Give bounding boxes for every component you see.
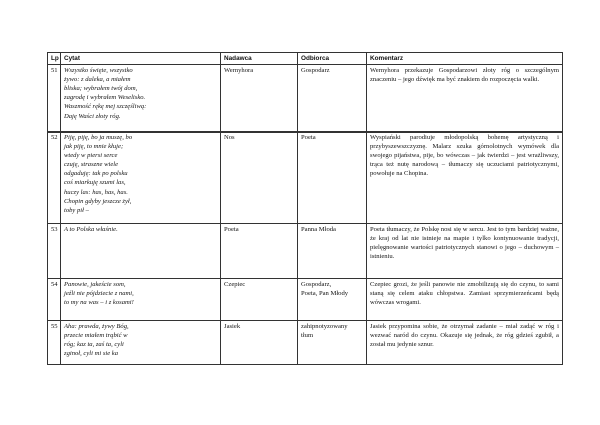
- cell-komentarz: Wernyhora przekazuje Gospodarzowi złoty róg o szczególnym znaczeniu – jego dźwięk ma być znakiem do rozpoczęcia walki.: [367, 65, 563, 133]
- header-komentarz: Komentarz: [367, 53, 563, 65]
- table-row: [48, 224, 563, 279]
- table-row: [48, 321, 563, 365]
- header-odbiorca: Odbiorca: [298, 53, 367, 65]
- cell-odbiorca: zahipnotyzowany tłum: [298, 321, 367, 365]
- cell-lp: 51: [48, 65, 61, 133]
- cell-nadawca: Czepiec: [221, 279, 298, 321]
- cell-nadawca: Nos: [221, 132, 298, 224]
- cell-nadawca: Wernyhora: [221, 65, 298, 133]
- cell-odbiorca: Gospodarz, Poeta, Pan Młody: [298, 279, 367, 321]
- header-lp: Lp: [48, 53, 61, 65]
- cell-odbiorca: Gospodarz: [298, 65, 367, 133]
- cell-nadawca: Jasiek: [221, 321, 298, 365]
- cell-lp: 53: [48, 224, 61, 279]
- cell-cytat: Piję, piję, bo ja muszę, bo jak piję, to mnie kłuje; wtedy w piersi serce czuję, straszne wiele odgaduję: tak po polsku coś miarkuję szumi las, huczy las: has, has, has. Chopin gdyby jeszcze żył, toby pił –: [61, 132, 221, 224]
- cell-komentarz: Poeta tłumaczy, że Polskę nosi się w sercu. Jest to tym bardziej ważne, że kraj od lat nie istnieje na mapie i tylko kontynuowanie tradycji, pielęgnowanie wartości patriotycznych stanowi o jego – duchowym – istnieniu.: [367, 224, 563, 279]
- cell-komentarz: Wyspiański parodiuje młodopolską bohemę artystyczną i przybyszewszczyznę. Malarz szuka górnolotnych wymówek dla swojego pijaństwa, pije, bo wówczas – jak twierdzi – jest wrażliwszy, trąca też nutę narodową – tłumaczy się uczuciami patriotycznymi, powołuje na Chopina.: [367, 132, 563, 224]
- cell-lp: 54: [48, 279, 61, 321]
- table-row: [48, 65, 563, 133]
- cell-lp: 55: [48, 321, 61, 365]
- table-row: [48, 279, 563, 321]
- quote-table-bottom: [47, 131, 563, 365]
- cell-lp: 52: [48, 132, 61, 224]
- cell-cytat: Panowie, jakeście som, jeźli nie pójdziecie z nami, to my na was – i z kosami!: [61, 279, 221, 321]
- cell-odbiorca: Poeta: [298, 132, 367, 224]
- cell-nadawca: Poeta: [221, 224, 298, 279]
- quote-table-top: [47, 52, 563, 133]
- cell-cytat: Wszystko święte, wszystko żywo: z daleka, a miałem bliska; wybrałem twój dom, zagrodę i wybrałem Weselisko. Waszmość rękę mej szczęśliwą: Daję Waści złoty róg.: [61, 65, 221, 133]
- cell-odbiorca: Panna Młoda: [298, 224, 367, 279]
- header-row: [48, 53, 563, 65]
- table-row: [48, 132, 563, 224]
- cell-cytat: Aha: prawda, żywy Bóg, przecie miałem trąbić w róg; kaz ta, zaś ta, cyli zginoł, cyli mi sie ka: [61, 321, 221, 365]
- header-nadawca: Nadawca: [221, 53, 298, 65]
- header-cytat: Cytat: [61, 53, 221, 65]
- cell-komentarz: Jasiek przypomina sobie, że otrzymał zadanie – miał zadąć w róg i wezwać naród do czynu. Okazuje się jednak, że róg gdzieś zgubił, a został mu jedynie sznur.: [367, 321, 563, 365]
- cell-cytat: A to Polska właśnie.: [61, 224, 221, 279]
- cell-komentarz: Czepiec grozi, że jeśli panowie nie zmobilizują się do czynu, to sami staną się celem ataku chłopstwa. Zamiast sprzymierzeńcami będą wówczas wrogami.: [367, 279, 563, 321]
